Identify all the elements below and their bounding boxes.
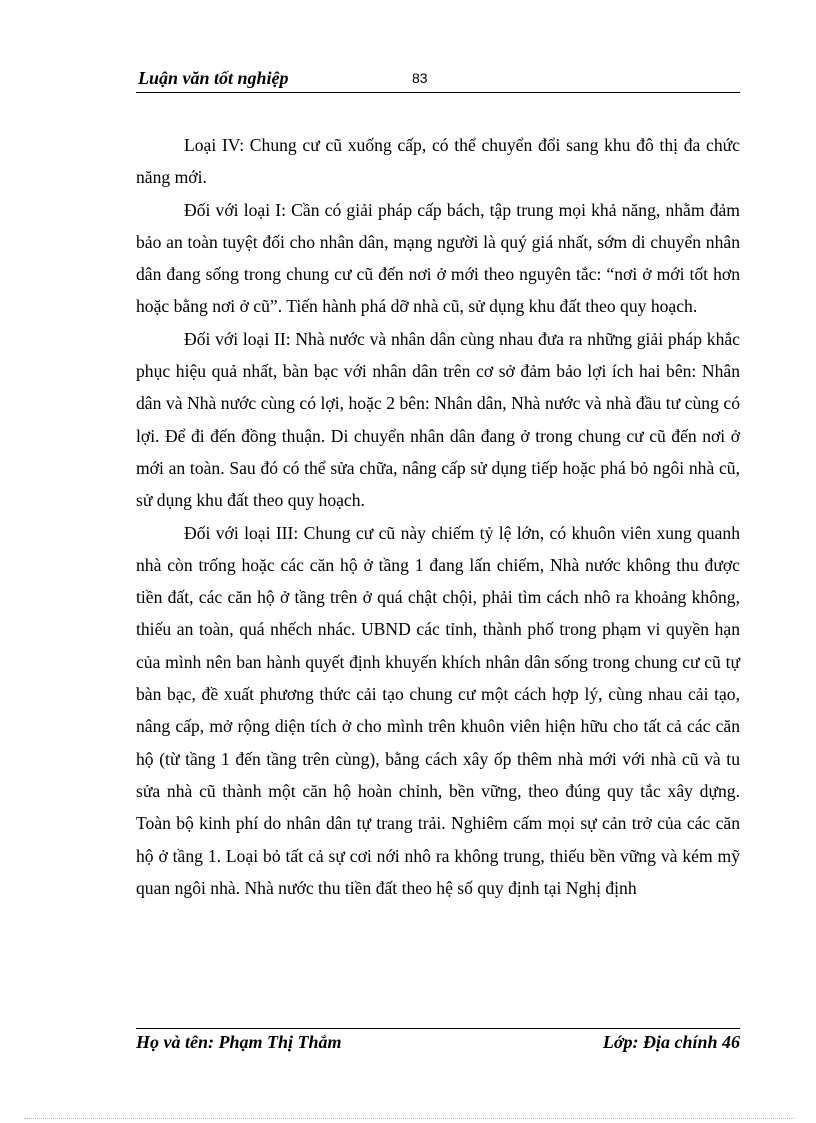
footer-class: Lớp: Địa chính 46 — [602, 1032, 740, 1052]
paragraph: Đối với loại III: Chung cư cũ này chiếm tỷ lệ lớn, có khuôn viên xung quanh nhà còn trống hoặc các căn hộ ở tầng 1 đang lấn chiếm, Nhà nước không thu được tiền đất, các căn hộ ở tầng trên ở quá chật chội, phải tìm cách nhô ra khoảng không, thiếu an toàn, quá nhếch nhác. UBND các tỉnh, thành phố trong phạm vi quyền hạn của mình nên ban hành quyết định khuyến khích nhân dân sống trong chung cư cũ tự bàn bạc, đề xuất phương thức cải tạo chung cư một cách hợp lý, cùng nhau cải tạo, nâng cấp, mở rộng diện tích ở cho mình trên khuôn viên hiện hữu cho tất cả các căn hộ (từ tầng 1 đến tầng trên cùng), bằng cách xây ốp thêm nhà mới với nhà cũ và tu sửa nhà cũ thành một căn hộ hoàn chỉnh, bền vững, theo đúng quy tắc xây dựng. Toàn bộ kinh phí do nhân dân tự trang trải. Nghiêm cấm mọi sự cản trở của các căn hộ ở tầng 1. Loại bỏ tất cả sự cơi nới nhô ra không trung, thiếu bền vững và kém mỹ quan ngôi nhà. Nhà nước thu tiền đất theo hệ số quy định tại Nghị định — [136, 522, 740, 898]
paragraph: Đối với loại I: Cần có giải pháp cấp bách, tập trung mọi khả năng, nhằm đảm bảo an toàn tuyệt đối cho nhân dân, mạng người là quý giá nhất, sớm di chuyển nhân dân đang sống trong chung cư cũ đến nơi ở mới theo nguyên tắc: “nơi ở mới tốt hơn hoặc bằng nơi ở cũ”. Tiến hành phá dỡ nhà cũ, sử dụng khu đất theo quy hoạch. — [136, 199, 740, 317]
paragraph: Đối với loại II: Nhà nước và nhân dân cùng nhau đưa ra những giải pháp khắc phục hiệu quả nhất, bàn bạc với nhân dân trên cơ sở đảm bảo lợi ích hai bên: Nhân dân và Nhà nước cùng có lợi, hoặc 2 bên: Nhân dân, Nhà nước và nhà đầu tư cùng có lợi. Để đi đến đồng thuận. Di chuyển nhân dân đang ở trong chung cư cũ đến nơi ở mới an toàn. Sau đó có thể sửa chữa, nâng cấp sử dụng tiếp hoặc phá bỏ ngôi nhà cũ, sử dụng khu đất theo quy hoạch. — [136, 328, 740, 511]
footer-divider — [136, 1028, 740, 1029]
body-text — [136, 129, 740, 904]
paragraph: Loại IV: Chung cư cũ xuống cấp, có thể chuyển đổi sang khu đô thị đa chức năng mới. — [136, 135, 740, 188]
header-title: Luận văn tốt nghiệp — [138, 68, 289, 88]
page-number: 83 — [412, 70, 428, 86]
page-header — [136, 68, 740, 93]
page-edge-divider — [24, 1118, 794, 1119]
footer-author: Họ và tên: Phạm Thị Thắm — [136, 1032, 342, 1052]
